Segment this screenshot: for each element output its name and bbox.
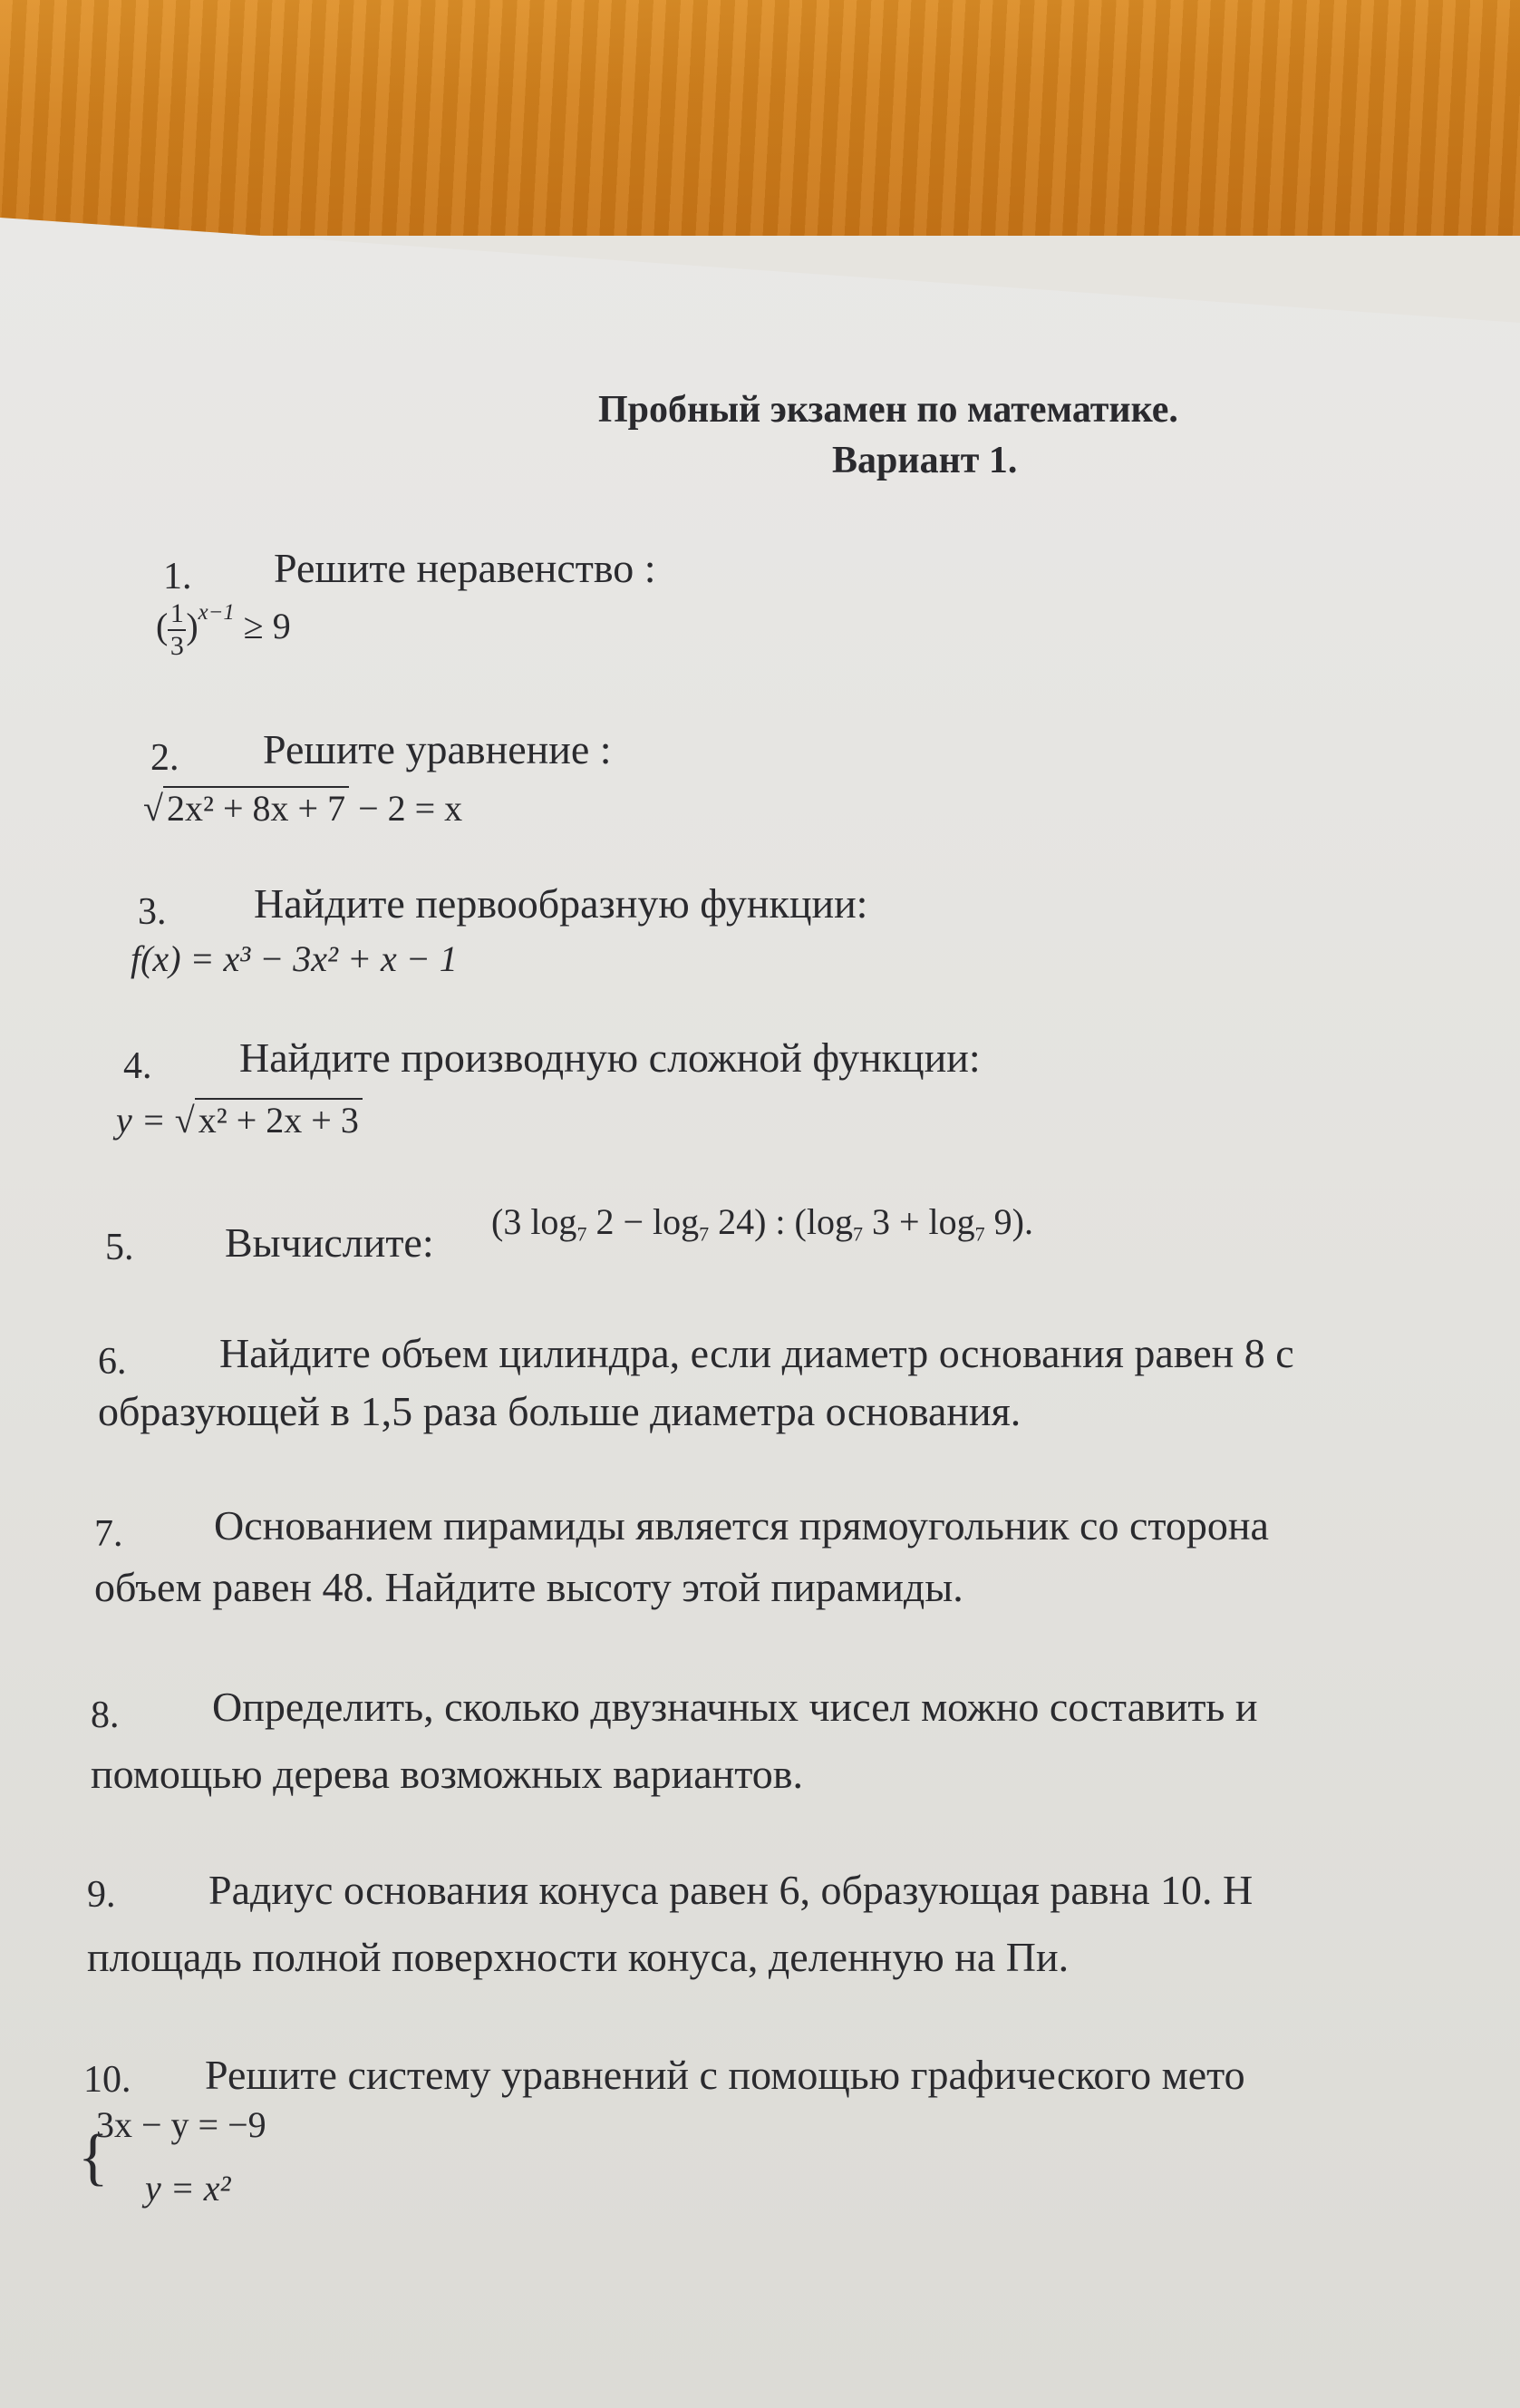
equation-rest: − 2 = x [349, 788, 463, 829]
problem-1-text: Решите неравенство : [274, 545, 656, 591]
problem-7-text-line2: объем равен 48. Найдите высоту этой пирамиды. [94, 1564, 963, 1610]
log-base: 7 [699, 1222, 710, 1246]
system-brace: { [78, 2122, 109, 2192]
problem-8-text: Определить, сколько двузначных чисел можно составить и [212, 1684, 1258, 1730]
inequality-rhs: ≥ 9 [234, 606, 291, 647]
expr-part: 9). [984, 1201, 1033, 1242]
problem-1-formula: ( $\frac{1}{3}$ )$^{x-1}$ ≥ 9 [156, 598, 291, 661]
problem-6-text-line2: образующей в 1,5 раза больше диаметра основания. [98, 1388, 1021, 1434]
problem-10-number: 10. [83, 2059, 131, 2101]
fraction-denominator: 3 [169, 631, 184, 661]
log-base: 7 [852, 1222, 863, 1246]
problem-9-text-line2: площадь полной поверхности конуса, деленную на Пи. [87, 1934, 1070, 1980]
problem-2-text: Решите уравнение : [263, 726, 612, 772]
problem-4-text: Найдите производную сложной функции: [239, 1034, 981, 1081]
problem-4-formula: y = √ x² + 2x + 3 [116, 1099, 363, 1141]
problem-2-number: 2. [150, 737, 179, 779]
lhs: y = [116, 1100, 175, 1141]
problem-7-text: Основанием пирамиды является прямоугольник со сторона [214, 1502, 1269, 1549]
radicand: x² + 2x + 3 [195, 1098, 363, 1141]
problem-7-number: 7. [94, 1513, 123, 1555]
problem-9-number: 9. [87, 1874, 116, 1916]
exponent: x−1 [198, 600, 235, 626]
log-base: 7 [974, 1222, 985, 1246]
problem-4-number: 4. [123, 1045, 152, 1087]
fraction-numerator: 1 [169, 598, 184, 628]
problem-6-text: Найдите объем цилиндра, если диаметр основания равен 8 с [219, 1330, 1294, 1376]
expr-part: (3 log [491, 1201, 577, 1242]
radicand: 2x² + 8x + 7 [163, 786, 349, 829]
exam-title: Пробный экзамен по математике. [598, 389, 1178, 431]
problem-3-text: Найдите первообразную функции: [254, 880, 868, 927]
log-base: 7 [576, 1222, 587, 1246]
expr-part: 24) : (log [709, 1201, 853, 1242]
problem-8-text-line2: помощью дерева возможных вариантов. [91, 1751, 803, 1797]
problem-1-number: 1. [163, 556, 192, 597]
problem-2-formula: √ 2x² + 8x + 7 − 2 = x [143, 788, 463, 829]
expr-part: 3 + log [862, 1201, 975, 1242]
problem-10-text: Решите систему уравнений с помощью графического мето [205, 2052, 1245, 2098]
system-equation-2: y = x² [145, 2168, 231, 2209]
problem-3-number: 3. [138, 891, 167, 933]
problem-5-number: 5. [105, 1227, 134, 1268]
problem-9-text: Радиус основания конуса равен 6, образующая равна 10. Н [208, 1867, 1254, 1913]
problem-5-text: Вычислите: [225, 1219, 434, 1266]
variant-label: Вариант 1. [832, 440, 1018, 481]
system-equation-1: 3x − y = −9 [96, 2104, 266, 2145]
expr-part: 2 − log [586, 1201, 700, 1242]
problem-5-formula [491, 1200, 1033, 1246]
problem-8-number: 8. [91, 1694, 120, 1736]
problem-6-number: 6. [98, 1341, 127, 1383]
wooden-table-background [0, 0, 1520, 236]
problem-3-formula: f(x) = x³ − 3x² + x − 1 [131, 938, 458, 979]
